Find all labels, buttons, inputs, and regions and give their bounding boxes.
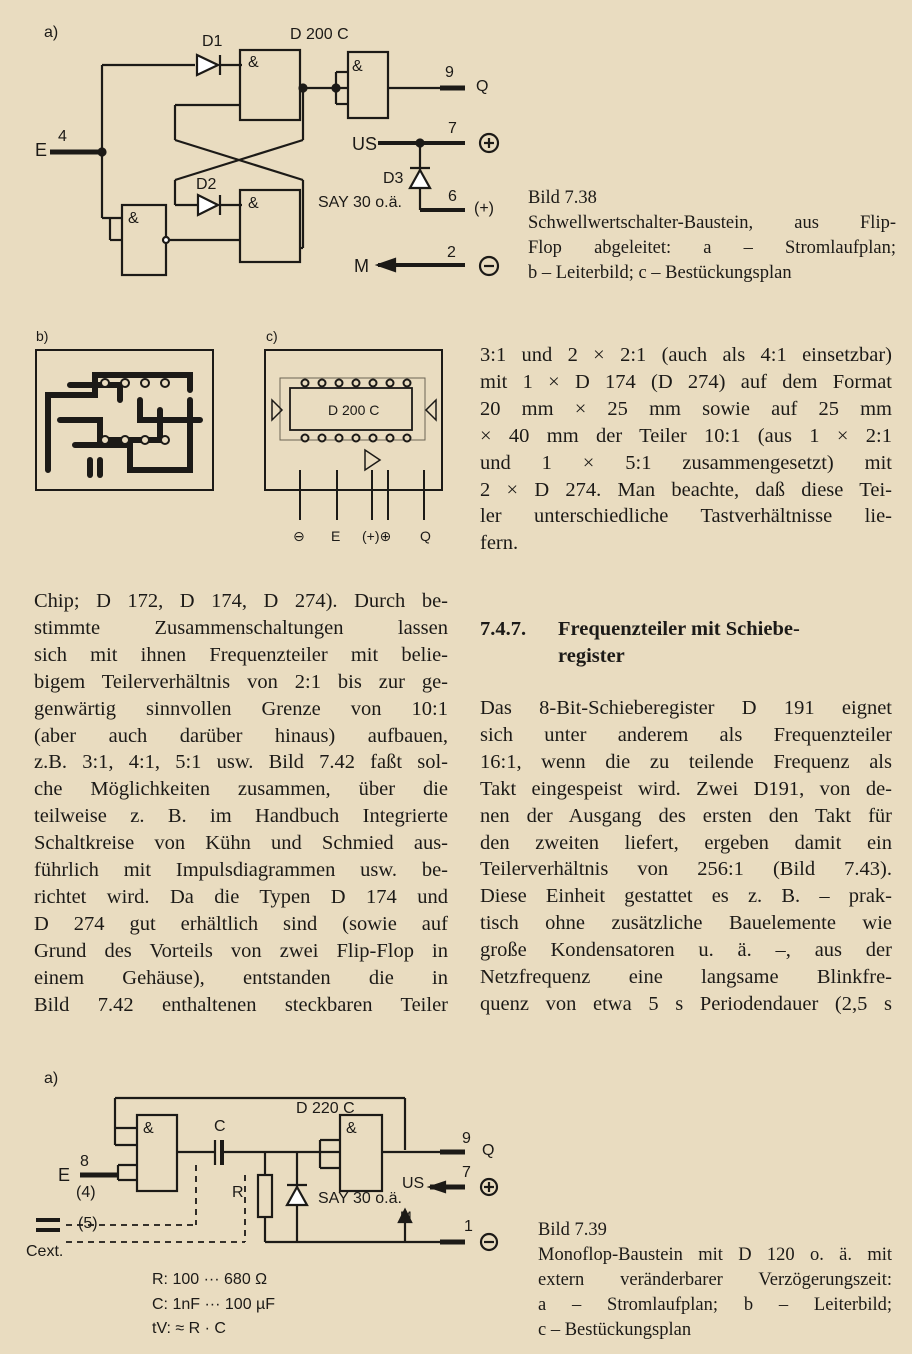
pin-c-number: (5): [78, 1215, 98, 1232]
text-line: bigem Teilerverhältnis von 2:1 bis zur ge-: [34, 670, 448, 693]
section-title-line2: register: [558, 645, 625, 667]
section-number: 7.4.7.: [480, 618, 527, 640]
output-q-label: Q: [476, 78, 489, 95]
pin-e-number: 8: [80, 1153, 89, 1170]
conn-e-label: E: [331, 528, 341, 544]
section-title-line1: Frequenzteiler mit Schiebe-: [558, 618, 800, 640]
diode-d2-label: D2: [196, 176, 217, 193]
text-line: Chip; D 172, D 174, D 274). Durch be-: [34, 590, 448, 612]
text-line: z.B. 3:1, 4:1, 5:1 usw. Bild 7.42 faßt sol-: [34, 751, 448, 774]
text-line: tisch ohne zusätzliche Bauelemente wie: [480, 912, 892, 935]
ground-m-label: M: [400, 1208, 412, 1224]
resistor-r-label: R: [232, 1184, 244, 1201]
text-line: Das 8-Bit-Schieberegister D 191 eignet: [480, 697, 892, 719]
ground-m-label: M: [354, 256, 369, 276]
text-line: einem Gehäuse), entstanden die in: [34, 966, 448, 989]
gate-label: &: [346, 1120, 357, 1137]
text-line: den zweiten liefert, ergeben damit ein: [480, 831, 892, 854]
figure-7-39-caption: [538, 1218, 892, 1343]
ic-c-label: D 200 C: [328, 402, 380, 418]
text-line: che Möglichkeiten zusammen, über die: [34, 778, 448, 801]
text-line: Diese Einheit gestattet es z. B. – prak-: [480, 885, 892, 908]
ic-label: D 220 C: [296, 1100, 355, 1117]
text-line: mit 1 × D 174 (D 274) auf dem Format: [480, 370, 892, 393]
text-line: fern.: [480, 532, 519, 555]
text-line: Schaltkreise von Kühn und Schmied aus-: [34, 832, 448, 855]
diode-d1-label: D1: [202, 33, 223, 50]
text-line: richtet wird. Da die Typen D 174 und: [34, 885, 448, 908]
text-line: führlich mit Impulsdiagrammen usw. be-: [34, 859, 448, 882]
caption-line: b – Leiterbild; c – Bestückungsplan: [528, 263, 792, 283]
gate-label: &: [248, 195, 259, 212]
fig-739-panel-a-label: a): [44, 1070, 59, 1087]
text-line: Bild 7.42 enthaltenen steckbaren Teiler: [34, 993, 448, 1016]
text-line: genwärtig sinnvollen Grenze von 10:1: [34, 697, 448, 720]
diode-type-label: SAY 30 o.ä.: [318, 194, 402, 211]
text-line: sich mit ihnen Frequenzteiler mit belie-: [34, 643, 448, 666]
diode-type-label: SAY 30 o.ä.: [318, 1190, 402, 1207]
pin-d3-number: 6: [448, 188, 457, 205]
text-line: 3:1 und 2 × 2:1 (auch als 4:1 einsetzbar): [480, 344, 892, 366]
text-line: 16:1, wenn die zu teilende Frequenz als: [480, 750, 892, 773]
pin-q-number: 9: [462, 1130, 471, 1147]
caption-line: c – Bestückungsplan: [538, 1320, 692, 1340]
diode-d3-label: D3: [383, 170, 404, 187]
text-line: Teilerverhältnis von 256:1 (Bild 7.43).: [480, 858, 892, 881]
text-line: stimmte Zusammenschaltungen lassen: [34, 616, 448, 639]
output-q-label: Q: [482, 1142, 495, 1159]
text-line: und 1 × 5:1 zusammengesetzt) mit: [480, 451, 892, 474]
supply-us-label: US: [402, 1175, 425, 1192]
spec-r: R: 100 ··· 680 Ω: [152, 1271, 268, 1288]
text-line: quenz von etwa 5 s Periodendauer (2,5 s: [480, 992, 892, 1015]
text-line: große Kondensatoren u. ä. –, aus der: [480, 939, 892, 962]
text-line: (aber auch darüber hinaus) aufbauen,: [34, 724, 448, 747]
caption-line: Flop abgeleitet: a – Stromlaufplan;: [528, 238, 896, 258]
spec-c: C: 1nF ··· 100 µF: [152, 1296, 276, 1313]
fig-738-panel-a-label: a): [44, 24, 59, 41]
cext-label: Cext.: [26, 1243, 64, 1260]
text-line: sich unter anderem als Frequenzteiler: [480, 723, 892, 746]
caption-line: a – Stromlaufplan; b – Leiterbild;: [538, 1295, 892, 1315]
text-line: D 274 gut erhältlich sind (sowie auf: [34, 912, 448, 935]
fig-738-panel-b-label: b): [36, 328, 49, 344]
caption-title: Bild 7.39: [538, 1220, 607, 1240]
gate-label: &: [352, 58, 363, 75]
supply-us-label: US: [352, 134, 378, 154]
text-line: teilweise z. B. im Handbuch Integrierte: [34, 805, 448, 828]
text-line: Takt eingespeist wird. Zwei D191, von de-: [480, 777, 892, 800]
gate-label: &: [248, 54, 259, 71]
ic-label: D 200 C: [290, 26, 349, 43]
pin-e-number: 4: [58, 128, 67, 145]
pin-m-number: 1: [464, 1218, 473, 1235]
pin-q-number: 9: [445, 64, 454, 81]
text-line: Netzfrequenz eine langsame Blinkfre-: [480, 966, 892, 989]
text-line: ler unterschiedliche Tastverhältnisse lie-: [480, 505, 892, 528]
conn-q-label: Q: [420, 528, 431, 544]
caption-line: Schwellwertschalter-Baustein, aus Flip-: [528, 213, 896, 233]
gate-label: &: [143, 1120, 154, 1137]
caption-title: Bild 7.38: [528, 188, 597, 208]
text-line: 20 mm × 25 mm sowie auf 25 mm: [480, 397, 892, 420]
pin-e-alt-number: (4): [76, 1184, 96, 1201]
pin-us-number: 7: [462, 1164, 471, 1181]
pin-us-number: 7: [448, 120, 457, 137]
capacitor-c-label: C: [214, 1118, 226, 1135]
gate-label: &: [128, 210, 139, 227]
text-line: Grund des Vorteils von zwei Flip-Flop in: [34, 939, 448, 962]
plus-paren-label: (+): [474, 200, 494, 217]
input-e-label: E: [58, 1165, 71, 1185]
text-line: nen der Ausgang des ersten den Takt für: [480, 804, 892, 827]
text-line: 2 × D 274. Man beachte, daß diese Tei-: [480, 478, 892, 501]
input-e-label: E: [35, 140, 48, 160]
caption-line: extern veränderbarer Verzögerungszeit:: [538, 1270, 892, 1290]
caption-line: Monoflop-Baustein mit D 120 o. ä. mit: [538, 1245, 892, 1265]
fig-738-panel-c-label: c): [266, 328, 278, 344]
text-line: × 40 mm der Teiler 10:1 (aus 1 × 2:1: [480, 424, 892, 447]
spec-t: tV: ≈ R · C: [152, 1320, 226, 1337]
pin-m-number: 2: [447, 244, 456, 261]
conn-minus-label: ⊖: [293, 528, 305, 544]
conn-plus-label: (+)⊕: [362, 528, 392, 544]
